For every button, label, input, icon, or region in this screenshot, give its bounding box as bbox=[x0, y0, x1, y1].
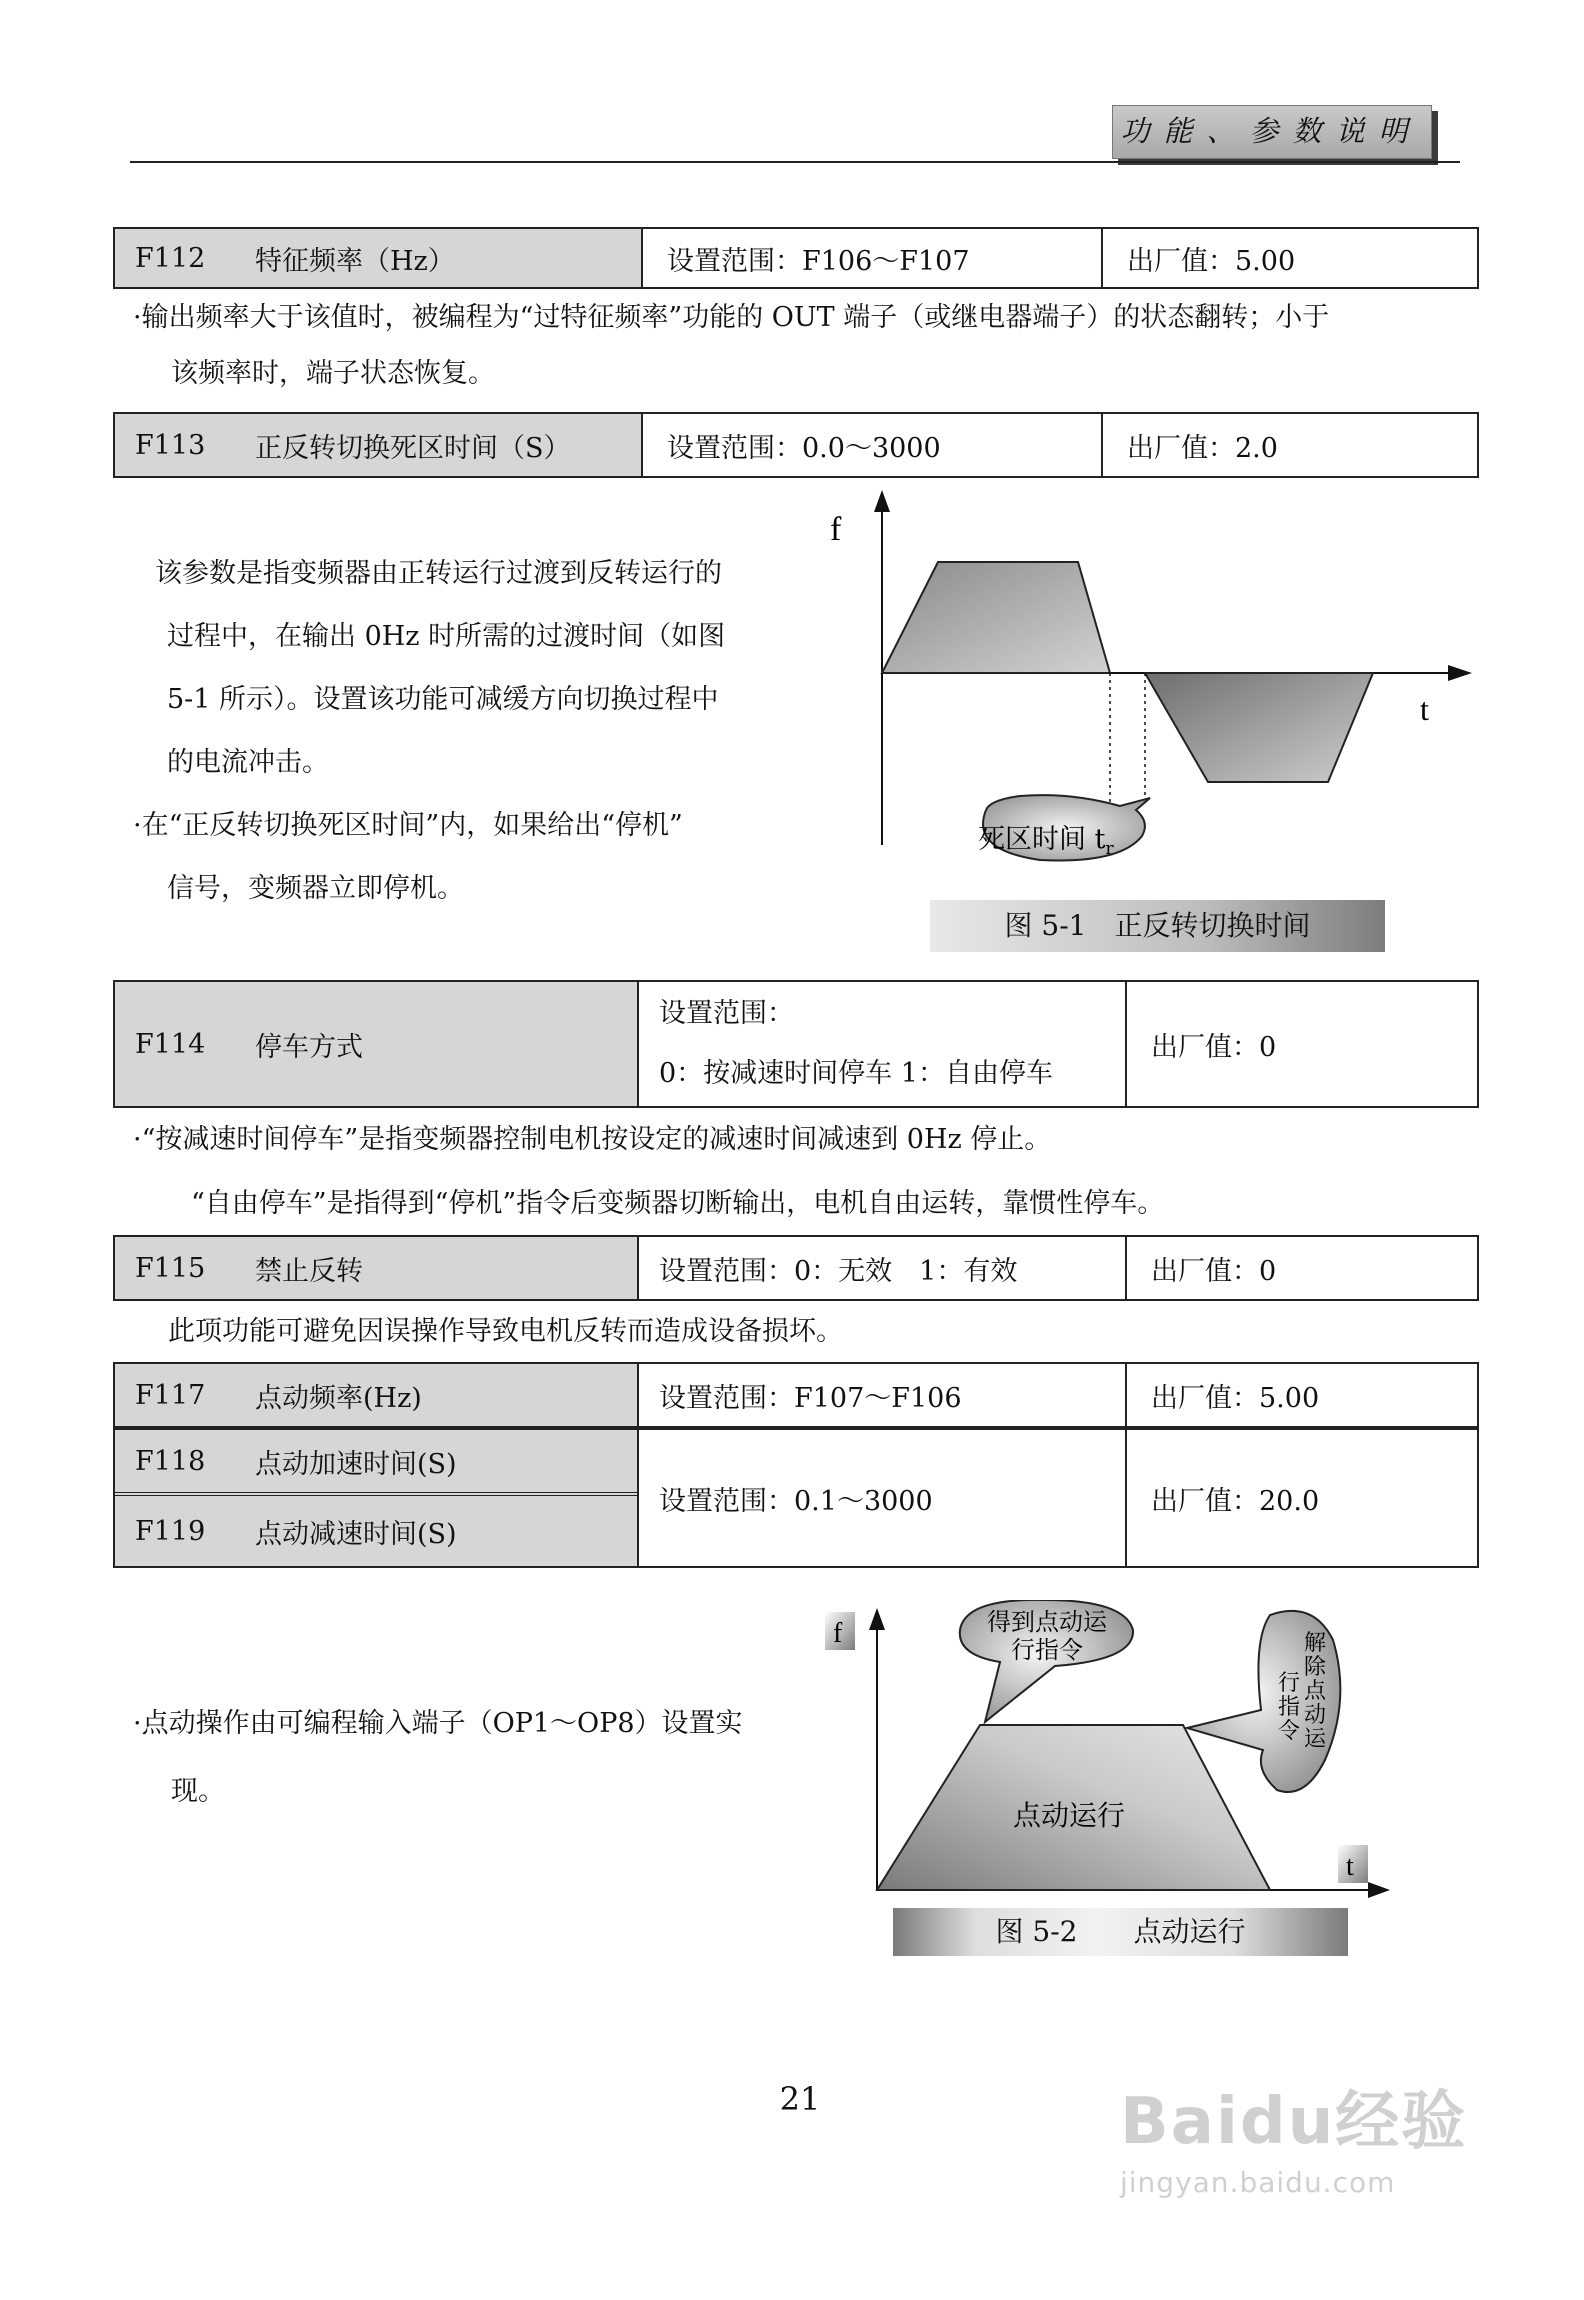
t-axis-arrow-icon bbox=[1448, 665, 1472, 681]
text-line: ·点动操作由可编程输入端子（OP1～OP8）设置实 bbox=[133, 1708, 743, 1739]
text-line: 现。 bbox=[171, 1776, 225, 1807]
param-name: 禁止反转 bbox=[255, 1255, 363, 1287]
param-name-cell bbox=[115, 414, 643, 476]
param-name: 点动频率(Hz) bbox=[255, 1382, 422, 1414]
param-range: 设置范围：0.0～3000 bbox=[643, 414, 1103, 476]
f112-description bbox=[133, 290, 1329, 402]
param-range: 设置范围：0：无效 1：有效 bbox=[639, 1237, 1127, 1299]
t-axis-label: t bbox=[1346, 1851, 1354, 1882]
param-range: 设置范围：F107～F106 bbox=[639, 1364, 1127, 1426]
text-line: ·在“正反转切换死区时间”内，如果给出“停机” bbox=[133, 810, 683, 841]
jog-description bbox=[133, 1690, 743, 1826]
param-name-cell bbox=[115, 229, 643, 287]
text-line: ·“按减速时间停车”是指变频器控制电机按设定的减速时间减速到 0Hz 停止。 bbox=[133, 1124, 1052, 1155]
param-range: 设置范围：F106～F107 bbox=[643, 229, 1103, 287]
param-code: F112 bbox=[135, 242, 206, 274]
figure-5-1-diagram bbox=[820, 480, 1480, 870]
param-default: 出厂值：5.00 bbox=[1151, 1382, 1320, 1414]
callout-text: 解 bbox=[1303, 1631, 1327, 1656]
param-code: F117 bbox=[135, 1379, 206, 1411]
figure-5-2-diagram bbox=[815, 1600, 1395, 1900]
callout-text: 运 bbox=[1303, 1727, 1327, 1752]
text-line: 的电流冲击。 bbox=[167, 747, 329, 778]
text-line: “自由停车”是指得到“停机”指令后变频器切断输出，电机自由运转，靠惯性停车。 bbox=[191, 1188, 1165, 1219]
param-name: 停车方式 bbox=[255, 1031, 363, 1063]
text-line: 信号，变频器立即停机。 bbox=[167, 873, 464, 904]
callout-subscript: r bbox=[1105, 839, 1114, 859]
callout-text: 行指令 bbox=[1011, 1636, 1083, 1664]
page-header-title: 功能、参数说明 bbox=[1120, 114, 1422, 148]
param-table-f115 bbox=[113, 1235, 1479, 1301]
header-rule bbox=[130, 161, 1460, 163]
param-table-f112 bbox=[113, 227, 1479, 289]
param-code: F118 bbox=[135, 1445, 206, 1477]
jog-run-label: 点动运行 bbox=[1013, 1799, 1126, 1832]
param-name: 特征频率（Hz） bbox=[255, 245, 455, 277]
param-default: 出厂值：0 bbox=[1151, 1031, 1277, 1063]
callout-text: 动 bbox=[1303, 1703, 1327, 1728]
text-line: 该频率时，端子状态恢复。 bbox=[171, 358, 495, 389]
param-default: 出厂值：0 bbox=[1151, 1255, 1277, 1287]
param-name-cell bbox=[115, 1430, 637, 1496]
text-line: ·输出频率大于该值时，被编程为“过特征频率”功能的 OUT 端子（或继电器端子）的状态翻转；小于 bbox=[133, 302, 1330, 333]
callout-text: 得到点动运 bbox=[987, 1608, 1107, 1636]
callout-text: 行 bbox=[1277, 1671, 1301, 1696]
param-name-stack bbox=[115, 1430, 639, 1566]
param-range-cell bbox=[639, 982, 1127, 1106]
text-line: 过程中，在输出 0Hz 时所需的过渡时间（如图 bbox=[167, 621, 726, 652]
t-axis-label: t bbox=[1420, 691, 1429, 727]
param-table-f114 bbox=[113, 980, 1479, 1108]
param-name-cell bbox=[115, 982, 639, 1106]
param-table-f113 bbox=[113, 412, 1479, 478]
callout-text: 除 bbox=[1303, 1655, 1327, 1680]
param-code: F119 bbox=[135, 1515, 206, 1547]
param-name: 正反转切换死区时间（S） bbox=[255, 432, 571, 464]
page-number: 21 bbox=[779, 2080, 821, 2118]
callout-text: 点 bbox=[1303, 1679, 1327, 1704]
callout-text: 指 bbox=[1277, 1695, 1301, 1720]
param-name-cell bbox=[115, 1237, 639, 1299]
param-default: 出厂值：20.0 bbox=[1151, 1485, 1320, 1517]
watermark-url: jingyan.baidu.com bbox=[1120, 2166, 1396, 2199]
f-axis-arrow-icon bbox=[874, 490, 890, 512]
param-code: F113 bbox=[135, 429, 206, 461]
callout-main-text: 死区时间 t bbox=[978, 824, 1106, 855]
param-range: 设置范围：0.1～3000 bbox=[639, 1430, 1127, 1566]
reverse-run-trapezoid bbox=[1145, 673, 1373, 782]
param-table-f117 bbox=[113, 1362, 1479, 1428]
f114-description bbox=[133, 1108, 1164, 1236]
param-table-f118-f119 bbox=[113, 1428, 1479, 1568]
text-line: 该参数是指变频器由正转运行过渡到反转运行的 bbox=[155, 558, 722, 589]
callout-text: 令 bbox=[1277, 1719, 1301, 1744]
param-name: 点动减速时间(S) bbox=[255, 1518, 457, 1550]
param-range-title: 设置范围： bbox=[659, 998, 794, 1029]
f113-description bbox=[133, 542, 726, 920]
f-axis-label: f bbox=[833, 1618, 843, 1649]
param-default: 出厂值：5.00 bbox=[1127, 245, 1296, 277]
param-name-cell bbox=[115, 1364, 639, 1426]
watermark-logo-text: Baidu经验 bbox=[1120, 2085, 1468, 2159]
f-axis-label: f bbox=[830, 511, 842, 548]
f115-description: 此项功能可避免因误操作导致电机反转而造成设备损坏。 bbox=[168, 1316, 843, 1347]
watermark bbox=[1120, 2070, 1467, 2199]
text-line: 5-1 所示）。设置该功能可减缓方向切换过程中 bbox=[167, 684, 719, 715]
param-range-options: 0：按减速时间停车 1：自由停车 bbox=[659, 1058, 1053, 1089]
f-axis-arrow-icon bbox=[869, 1608, 885, 1630]
param-code: F115 bbox=[135, 1252, 206, 1284]
param-name-cell bbox=[115, 1496, 637, 1566]
forward-run-trapezoid bbox=[882, 562, 1110, 673]
t-axis-arrow-icon bbox=[1368, 1882, 1390, 1898]
figure-5-2-caption: 图 5-2 点动运行 bbox=[893, 1908, 1348, 1956]
figure-5-1-caption: 图 5-1 正反转切换时间 bbox=[930, 900, 1385, 952]
param-code: F114 bbox=[135, 1028, 206, 1060]
dead-zone-callout-label bbox=[978, 824, 1114, 859]
param-default: 出厂值：2.0 bbox=[1127, 432, 1278, 464]
param-name: 点动加速时间(S) bbox=[255, 1448, 457, 1480]
